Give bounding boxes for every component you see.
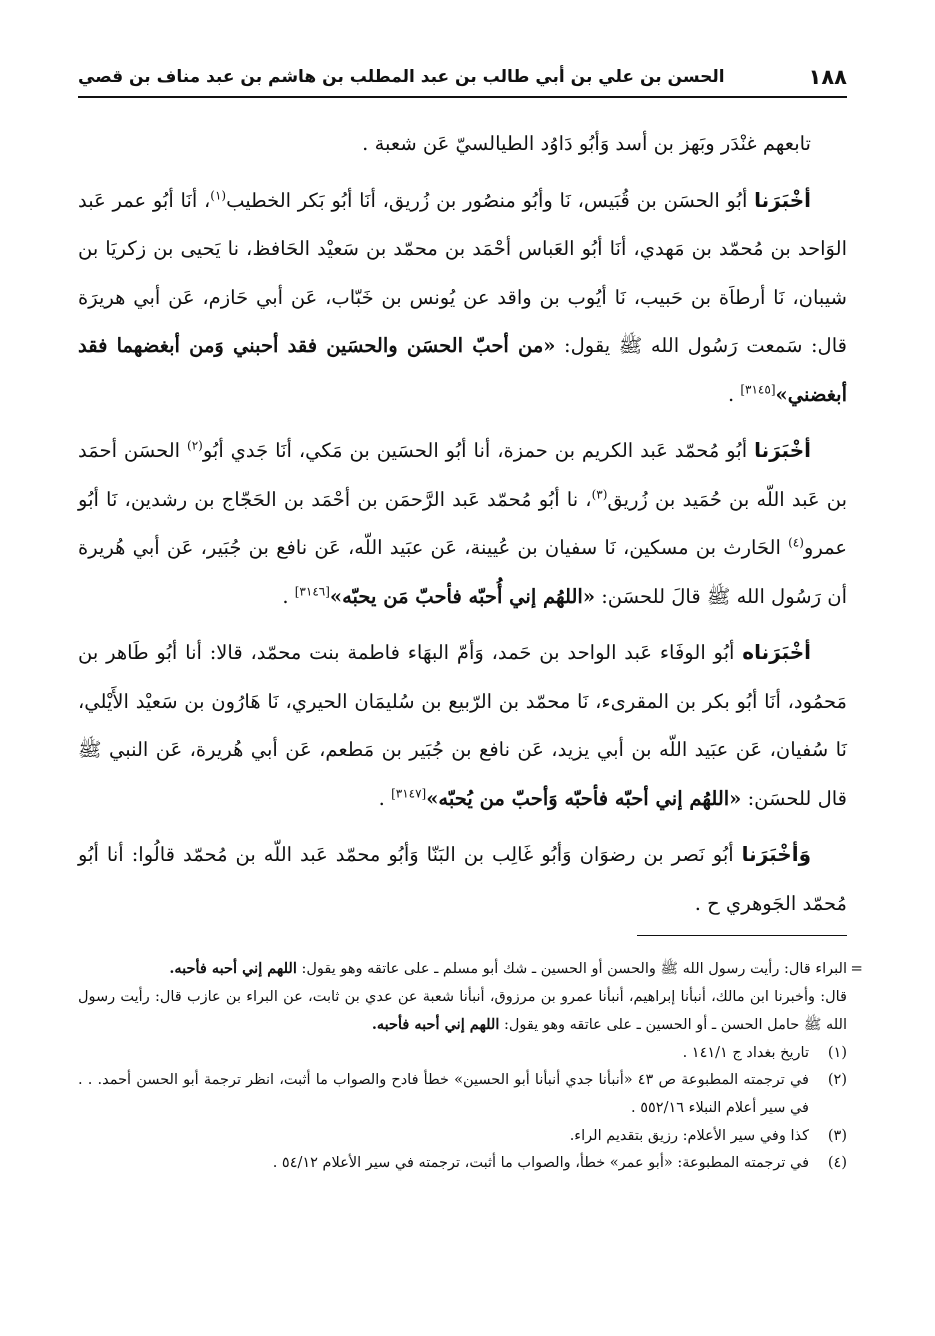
paragraph-end: . xyxy=(727,382,741,406)
paragraph-end: . xyxy=(282,584,295,608)
hadith-number: [٣١٤٧] xyxy=(391,786,427,800)
paragraph-text: ، أنَا أبُو عمر عَبد الوَاحد بن مُحمّد بن مَهدي، أنَا أبُو العَباس أحْمَد بن محمّد بن سَعيْد الحَافظ، نا يَحيى بن زكريَا بن شيبان، نَا أرطاَة بن حَبيب، نَا أيُوب بن واقد عن يُونس بن خَبّاب، عَن أبي حَازم، عَن أبي هريرَة قال: سَمعت رَسُول الله ﷺ يقول: xyxy=(78,188,847,357)
paragraph-text: أبُو مُحمّد عَبد الكريم بن حمزة، أنا أبُو الحسَين بن مَكي، أنَا جَدي أبُو xyxy=(202,439,755,462)
lead-word: أخْبَرَنا xyxy=(754,438,811,462)
footnote-text: البراء قال: رأيت رسول الله ﷺ والحسن أو الحسين ـ شك أبو مسلم ـ على عاتقه وهو يقول: xyxy=(296,961,847,977)
footnote-number: (٢) xyxy=(827,1072,847,1089)
running-title: الحسن بن علي بن أبي طالب بن عبد المطلب بن هاشم بن عبد مناف بن قصي xyxy=(78,67,725,87)
continuation-paragraph xyxy=(78,984,847,1040)
paragraph-3 xyxy=(78,426,847,621)
footnote-text: كذا وفي سير الأعلام: رزيق بتقديم الراء. xyxy=(569,1127,809,1144)
footnote-number: (٣) xyxy=(827,1127,847,1144)
paragraph-text: الحَارث بن مسكين، نَا سفيان بن عُيينة، عَن عبَيد اللّه، عَن نافع بن جُبَير، عَن أبي هُريرة أن رَسُول الله ﷺ قالَ للحسَن: xyxy=(78,536,847,608)
footnote-marker: (١) xyxy=(210,188,227,202)
page-header xyxy=(78,58,847,98)
paragraph-text: أبُو نَصر بن رضوَان وَأبُو غَالِب بن البَنّا وَأبُو محمّد عَبد اللّه بن مُحمّد قالُوا: أنا أبُو مُحمّد الجَوهري ح . xyxy=(78,843,847,915)
lead-word: أخْبَرَناه xyxy=(742,640,811,664)
footnote-item xyxy=(78,1123,847,1151)
footnote-text: في ترجمته المطبوعة: «أبو عمر» خطأ، والصواب ما أثبت، ترجمته في سير الأعلام ٥٤/١٢ . xyxy=(272,1155,809,1172)
hadith-text: «اللهُم إني أُحبّه فأحبّ مَن يحبّه» xyxy=(329,584,596,608)
footnote-text: تاريخ بغداد ج ١٤١/١ . xyxy=(682,1044,809,1061)
page-number: ١٨٨ xyxy=(808,65,847,89)
paragraph-text: أبُو الحسَن بن قُبَيس، نَا وأبُو منصُور بن زُريق، أنَا أبُو بَكر الخطيب xyxy=(226,188,755,212)
continuation-paragraph xyxy=(78,955,847,984)
footnote-text: قال: وأخبرنا ابن مالك، أنبأنا إبراهيم، أنبأنا عمرو بن مرزوق، أنبأنا شعبة عن عدي بن ثابت، عن البراء بن عازب قال: رأيت رسول الله ﷺ حامل الحسن ـ أو الحسين ـ على عاتقه وهو يقول: xyxy=(78,988,847,1034)
footnote-bold-text: اللهم إني أحبه فأحبه. xyxy=(169,960,297,977)
hadith-number: [٣١٤٥] xyxy=(740,382,776,396)
lead-word: أخْبَرَنا xyxy=(754,187,812,212)
paragraph-2 xyxy=(78,176,847,420)
footnotes xyxy=(78,955,863,1178)
footnote-number: (٤) xyxy=(827,1155,847,1172)
footnote-bold-text: اللهم إني أحبه فأحبه. xyxy=(371,1016,500,1034)
paragraph-5 xyxy=(78,830,847,928)
footnote-marker: (٣) xyxy=(591,487,608,501)
footnote-item xyxy=(78,1150,847,1178)
footnote-number: (١) xyxy=(827,1044,847,1061)
hadith-text: «من أحبّ الحسَن والحسَين فقد أحبني وَمن أبغضهما فقد أبغضني» xyxy=(78,334,847,406)
footnote-item xyxy=(78,1040,847,1068)
hadith-number: [٣١٤٦] xyxy=(294,584,330,598)
footnote-separator xyxy=(637,935,847,936)
lead-word: وَأخْبَرَنا xyxy=(741,842,811,866)
footnote-marker: (٢) xyxy=(187,438,203,453)
paragraph-text: الحسَن أحمَد بن عَبد اللّه بن حُمَيد بن زُريق xyxy=(78,439,848,511)
continuation-marker: = xyxy=(850,959,863,977)
footnote-text: في ترجمته المطبوعة ص ٤٣ «أنبأنا جدي أنبأنا أبو الحسين» خطأ فادح والصواب ما أثبت، انظر ترجمة أبو الحسن أحمد. . . في سير أعلام النبلاء ٥٥٢/١٦ . xyxy=(78,1072,809,1116)
paragraph-end: . xyxy=(378,786,392,810)
paragraph-text: تابعهم غنْدَر وبَهز بن أسد وَأبُو دَاوُد الطيالسيّ عَن شعبة . xyxy=(362,132,811,155)
footnote-item xyxy=(78,1067,847,1122)
paragraph-text: أبُو الوفَاء عَبد الواحد بن حَمد، وَأمّ البهَاء فاطمة بنت محمّد، قالا: أنا أبُو طَاهر بن مَحمُود، أنَا أبُو بكر بن المقرىء، نَا محمّد بن الرّبيع بن سُليمَان الحيري، نَا هَارُون بن سَعيْد الأَيْلي، نَا سُفيان، عَن عبَيد اللّه بن أبي يزيد، عَن نافع بن جُبَير بن مَطعم، عَن أبي هُريرة، عَن النبي ﷺ قال للحسَن: xyxy=(78,641,847,810)
hadith-text: «اللهُم إني أحبّه فأحبّه وَأحبّ من يُحبّه» xyxy=(426,786,742,810)
paragraph-4 xyxy=(78,628,847,823)
footnote-continuation xyxy=(78,955,863,1040)
footnote-marker: (٤) xyxy=(788,535,804,550)
paragraph-1 xyxy=(78,120,847,169)
paragraph-text: ، نا أبُو مُحمّد عَبد الرَّحمَن بن أحْمَد بن الحَجّاج بن رشدين، نَا أبُو عمرو xyxy=(78,487,847,559)
main-text xyxy=(78,120,847,928)
